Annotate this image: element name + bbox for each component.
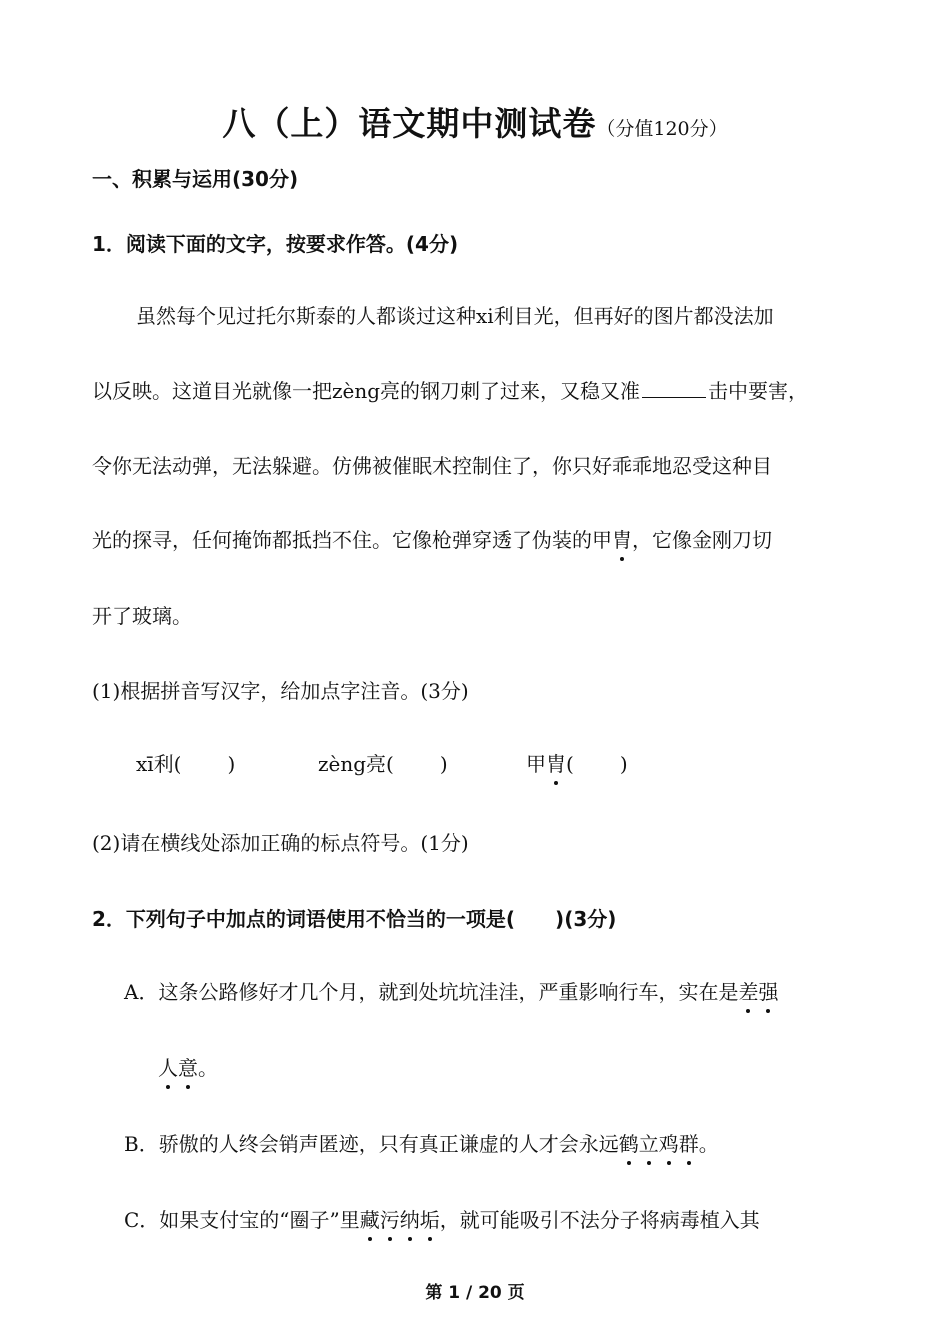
option-a-text: A．这条公路修好才几个月，就到处坑坑洼洼，严重影响行车，实在是 — [124, 980, 739, 1004]
question-2-stem: 2．下列句子中加点的词语使用不恰当的一项是( )(3分) — [92, 907, 617, 931]
passage-line-4-b: ，它像金刚刀切 — [632, 528, 772, 552]
option-a-dotted-1: 差强 — [738, 980, 779, 1004]
question-1-sub-1: (1)根据拼音写汉字，给加点字注音。(3分) — [92, 679, 469, 703]
option-a-end: 。 — [198, 1056, 218, 1080]
option-c[interactable] — [124, 1204, 760, 1233]
question-1-sub-2: (2)请在横线处添加正确的标点符号。(1分) — [92, 831, 469, 855]
page-title — [0, 98, 950, 145]
answer-blank-zhou-pre: 甲 — [526, 752, 546, 776]
answer-blank-zhou-close: ) — [619, 752, 628, 776]
question-1-stem: 1．阅读下面的文字，按要求作答。(4分) — [92, 232, 459, 256]
answer-blank-zeng-close: ) — [439, 752, 448, 776]
answer-blank-zhou-dot: 胄 — [546, 752, 566, 776]
passage-line-1: 虽然每个见过托尔斯泰的人都谈过这种xi利目光，但再好的图片都没法加 — [136, 304, 774, 328]
answer-blank-xi-close: ) — [227, 752, 236, 776]
option-c-dotted: 藏污纳垢 — [359, 1208, 440, 1232]
passage-line-4 — [92, 524, 772, 553]
answer-blank-zhou-open: ( — [566, 752, 574, 776]
answer-blank-zhou[interactable] — [526, 748, 628, 777]
title-score: （分值120分） — [596, 118, 728, 140]
page-number: 第 1 / 20 页 — [425, 1283, 525, 1303]
passage-line-2-b: 击中要害， — [708, 379, 809, 403]
answer-blank-zeng-label: zèng亮( — [318, 752, 394, 776]
punctuation-blank[interactable] — [642, 381, 706, 398]
option-a-line-1[interactable] — [124, 976, 778, 1005]
option-b-dotted: 鹤立鸡群 — [618, 1132, 699, 1156]
passage-line-5: 开了玻璃。 — [92, 604, 192, 628]
title-main: 八（上）语文期中测试卷 — [222, 104, 597, 143]
option-a-dotted-2: 人意 — [158, 1056, 198, 1080]
option-a-line-2[interactable] — [158, 1052, 218, 1081]
passage-line-3: 令你无法动弹，无法躲避。仿佛被催眠术控制住了，你只好乖乖地忍受这种目 — [92, 454, 772, 478]
passage-line-2-a: 以反映。这道目光就像一把zèng亮的钢刀刺了过来，又稳又准 — [92, 379, 641, 403]
passage-line-2 — [92, 375, 808, 404]
option-c-rest: ，就可能吸引不法分子将病毒植入其 — [439, 1208, 760, 1232]
passage-line-4-a: 光的探寻，任何掩饰都抵挡不住。它像枪弹穿透了伪装的甲 — [92, 528, 612, 552]
dotted-char: 胄 — [612, 528, 632, 552]
option-b-text: B．骄傲的人终会销声匿迹，只有真正谦虚的人才会永远 — [124, 1132, 619, 1156]
section-heading: 一、积累与运用(30分) — [92, 167, 299, 191]
answer-blank-xi-label: xī利( — [136, 752, 182, 776]
option-b-end: 。 — [698, 1132, 719, 1156]
option-c-text: C．如果支付宝的“圈子”里 — [124, 1208, 360, 1232]
option-b[interactable] — [124, 1128, 719, 1157]
answer-blank-xi[interactable] — [136, 748, 235, 777]
answer-blank-zeng[interactable] — [318, 748, 448, 777]
